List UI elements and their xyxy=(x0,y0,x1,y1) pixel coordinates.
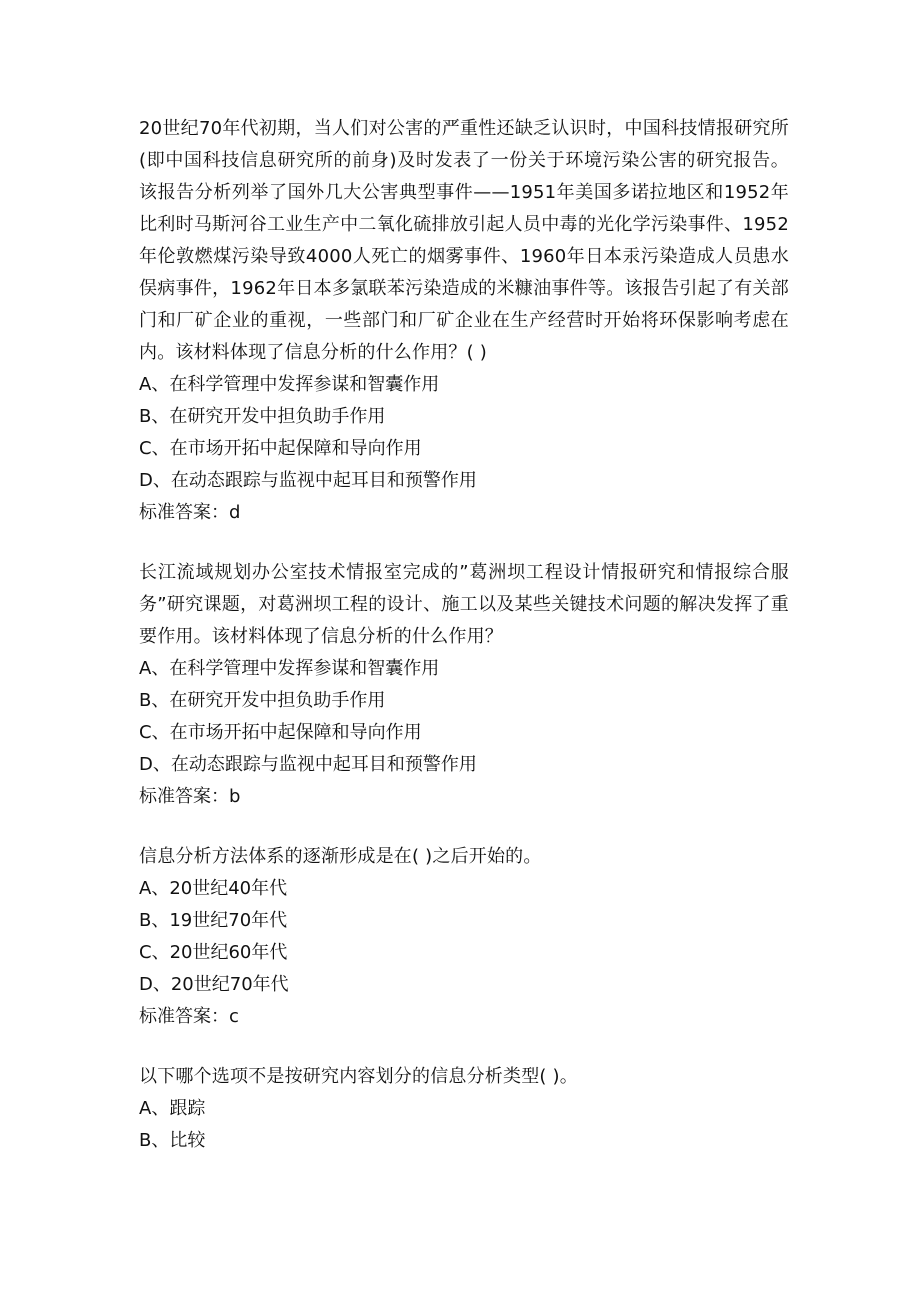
option-a: A、在科学管理中发挥参谋和智囊作用 xyxy=(139,658,440,679)
option-d: D、在动态跟踪与监视中起耳目和预警作用 xyxy=(139,470,477,491)
option-c: C、20世纪60年代 xyxy=(139,942,288,963)
option-d: D、在动态跟踪与监视中起耳目和预警作用 xyxy=(139,754,477,775)
option-a: A、跟踪 xyxy=(139,1098,206,1119)
standard-answer: 标准答案：b xyxy=(139,786,241,807)
question-3 xyxy=(139,841,789,1033)
option-b: B、在研究开发中担负助手作用 xyxy=(139,406,386,427)
option-c: C、在市场开拓中起保障和导向作用 xyxy=(139,722,422,743)
question-stem: 长江流域规划办公室技术情报室完成的”葛洲坝工程设计情报研究和情报综合服务”研究课题，对葛洲坝工程的设计、施工以及某些关键技术问题的解决发挥了重要作用。该材料体现了信息分析的什么作用？ xyxy=(139,562,789,647)
option-a: A、在科学管理中发挥参谋和智囊作用 xyxy=(139,374,440,395)
document-page xyxy=(139,113,789,1185)
standard-answer: 标准答案：c xyxy=(139,1006,239,1027)
question-2 xyxy=(139,557,789,813)
option-c: C、在市场开拓中起保障和导向作用 xyxy=(139,438,422,459)
option-b: B、在研究开发中担负助手作用 xyxy=(139,690,386,711)
option-a: A、20世纪40年代 xyxy=(139,878,288,899)
question-stem: 信息分析方法体系的逐渐形成是在( )之后开始的。 xyxy=(139,846,542,867)
question-stem: 20世纪70年代初期，当人们对公害的严重性还缺乏认识时，中国科技情报研究所(即中国科技信息研究所的前身)及时发表了一份关于环境污染公害的研究报告。该报告分析列举了国外几大公害典型事件——1951年美国多诺拉地区和1952年比利时马斯河谷工业生产中二氧化硫排放引起人员中毒的光化学污染事件、1952年伦敦燃煤污染导致4000人死亡的烟雾事件、1960年日本汞污染造成人员患水俣病事件，1962年日本多氯联苯污染造成的米糠油事件等。该报告引起了有关部门和厂矿企业的重视，一些部门和厂矿企业在生产经营时开始将环保影响考虑在内。该材料体现了信息分析的什么作用？( ) xyxy=(139,118,789,363)
standard-answer: 标准答案：d xyxy=(139,502,241,523)
question-1 xyxy=(139,113,789,529)
question-stem: 以下哪个选项不是按研究内容划分的信息分析类型( )。 xyxy=(139,1066,578,1087)
option-b: B、19世纪70年代 xyxy=(139,910,288,931)
question-4 xyxy=(139,1061,789,1157)
option-b: B、比较 xyxy=(139,1130,206,1151)
option-d: D、20世纪70年代 xyxy=(139,974,289,995)
